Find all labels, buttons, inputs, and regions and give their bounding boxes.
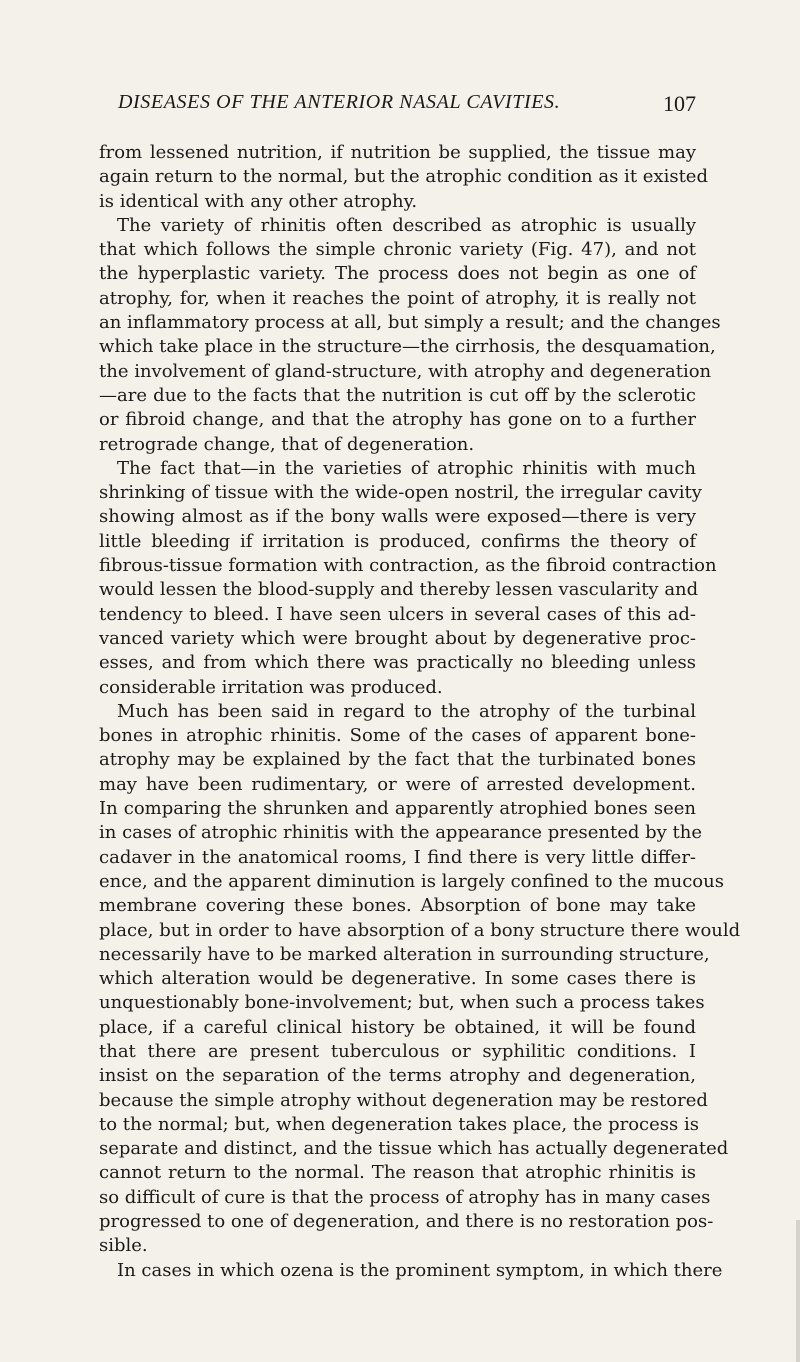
text-line: cannot return to the normal. The reason that atrophic rhinitis is — [99, 1162, 696, 1184]
text-line: would lessen the blood-supply and thereby lessen vascularity and — [99, 579, 699, 601]
text-line: In cases in which ozena is the prominent symptom, in which there — [117, 1259, 723, 1281]
text-line: vanced variety which were brought about by degenerative proc- — [99, 627, 696, 649]
text-line: the hyperplastic variety. The process does not begin as one of — [99, 263, 696, 285]
page-header — [112, 91, 698, 119]
text-line: again return to the normal, but the atrophic condition as it existed — [99, 166, 708, 188]
page-number: 107 — [663, 91, 696, 116]
text-line: unquestionably bone-involvement; but, when such a process takes — [99, 992, 705, 1014]
text-line: membrane covering these bones. Absorption of bone may take — [99, 895, 696, 917]
text-line: or fibroid change, and that the atrophy has gone on to a further — [99, 409, 696, 431]
text-line: an inflammatory process at all, but simply a result; and the changes — [99, 312, 721, 334]
text-line: the involvement of gland-structure, with atrophy and degeneration — [99, 360, 712, 382]
text-line: place, if a careful clinical history be obtained, it will be found — [99, 1016, 696, 1038]
text-line: showing almost as if the bony walls were exposed—there is very — [99, 506, 696, 528]
page-edge-shadow — [796, 1220, 800, 1362]
text-line: which alteration would be degenerative. In some cases there is — [99, 968, 696, 990]
text-line: In comparing the shrunken and apparently atrophied bones seen — [99, 798, 696, 820]
text-line: in cases of atrophic rhinitis with the appearance presented by the — [99, 822, 703, 844]
text-line: sible. — [99, 1235, 148, 1257]
text-line: considerable irritation was produced. — [99, 676, 443, 698]
text-line: progressed to one of degeneration, and there is no restoration pos- — [99, 1211, 714, 1233]
text-line: The variety of rhinitis often described as atrophic is usually — [117, 214, 696, 236]
text-line: place, but in order to have absorption of a bony structure there would — [99, 919, 741, 941]
text-line: little bleeding if irritation is produced, confirms the theory of — [99, 530, 696, 552]
text-line: atrophy may be explained by the fact that the turbinated bones — [99, 749, 696, 771]
text-line: fibrous-tissue formation with contraction, as the fibroid contraction — [99, 555, 717, 577]
text-line: which take place in the structure—the cirrhosis, the desquamation, — [99, 336, 716, 358]
text-line: because the simple atrophy without degeneration may be restored — [99, 1089, 708, 1111]
text-line: separate and distinct, and the tissue which has actually degenerated — [99, 1138, 729, 1160]
text-line: shrinking of tissue with the wide-open nostril, the irregular cavity — [99, 482, 702, 504]
text-line: esses, and from which there was practically no bleeding unless — [99, 652, 696, 674]
text-line: The fact that—in the varieties of atrophic rhinitis with much — [117, 457, 696, 479]
text-line: —are due to the facts that the nutrition is cut off by the sclerotic — [99, 384, 696, 406]
text-line: so difficult of cure is that the process of atrophy has in many cases — [99, 1186, 711, 1208]
text-line: cadaver in the anatomical rooms, I find there is very little differ- — [99, 846, 696, 868]
body-text — [99, 141, 741, 1283]
text-line: tendency to bleed. I have seen ulcers in several cases of this ad- — [99, 603, 696, 625]
text-line: from lessened nutrition, if nutrition be supplied, the tissue may — [99, 142, 696, 163]
text-line: to the normal; but, when degeneration takes place, the process is — [99, 1113, 699, 1135]
text-line: retrograde change, that of degeneration. — [99, 433, 475, 455]
text-line: insist on the separation of the terms atrophy and degeneration, — [99, 1065, 696, 1087]
text-line: that which follows the simple chronic variety (Fig. 47), and not — [99, 239, 696, 261]
text-line: is identical with any other atrophy. — [99, 190, 418, 212]
text-line: ence, and the apparent diminution is largely confined to the mucous — [99, 870, 724, 892]
text-line: that there are present tuberculous or syphilitic conditions. I — [99, 1040, 696, 1062]
running-head: DISEASES OF THE ANTERIOR NASAL CAVITIES. — [118, 91, 561, 113]
text-line: may have been rudimentary, or were of arrested development. — [99, 773, 696, 795]
text-line: Much has been said in regard to the atrophy of the turbinal — [117, 700, 696, 722]
text-line: atrophy, for, when it reaches the point of atrophy, it is really not — [99, 287, 696, 309]
text-line: bones in atrophic rhinitis. Some of the cases of apparent bone- — [99, 725, 696, 747]
text-line: necessarily have to be marked alteration in surrounding structure, — [99, 943, 710, 965]
